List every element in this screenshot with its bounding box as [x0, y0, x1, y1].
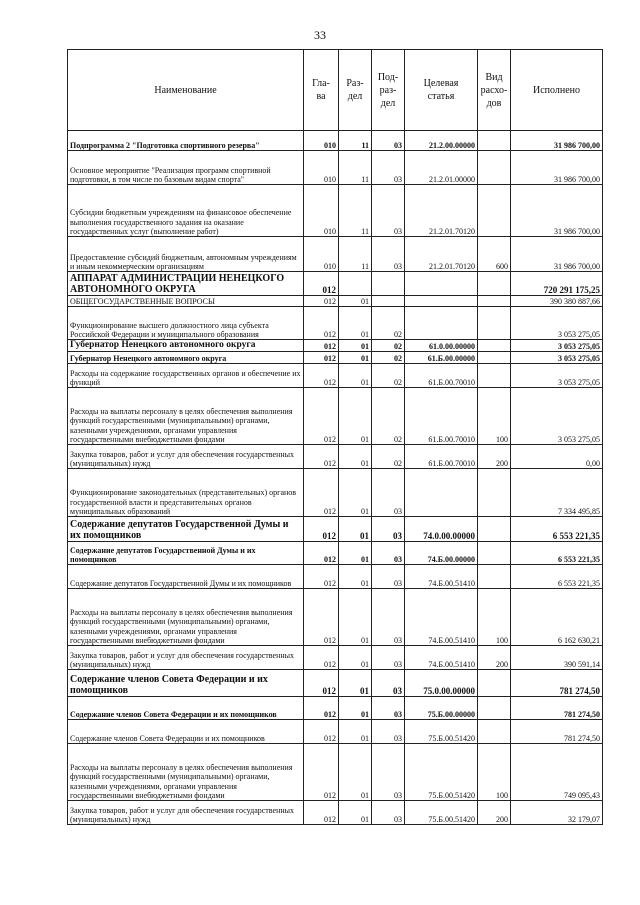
row-executed: 3 053 275,05: [511, 364, 603, 388]
row-glava: 012: [304, 272, 339, 296]
row-name: Основное мероприятие "Реализация программ спортивной подготовки, в том числе по базовым видам спорта": [68, 151, 304, 185]
row-expense-type: [478, 296, 511, 307]
row-podrazdel: 03: [372, 151, 405, 185]
row-expense-type: [478, 542, 511, 565]
row-expense-type: [478, 720, 511, 744]
row-podrazdel: 02: [372, 307, 405, 340]
row-razdel: 01: [339, 670, 372, 697]
row-expense-type: [478, 131, 511, 151]
row-target-article: [405, 307, 478, 340]
row-glava: 010: [304, 185, 339, 237]
row-executed: 32 179,07: [511, 801, 603, 825]
row-razdel: [339, 272, 372, 296]
row-target-article: 74.0.00.00000: [405, 517, 478, 542]
row-razdel: 01: [339, 542, 372, 565]
row-executed: 749 095,43: [511, 744, 603, 801]
row-name: Закупка товаров, работ и услуг для обеспечения государственных (муниципальных) нужд: [68, 801, 304, 825]
row-name: Расходы на выплаты персоналу в целях обеспечения выполнения функций государственными (муниципальными) органами, казенными учреждениями, органами управления государственными внебюджетными фондами: [68, 744, 304, 801]
row-name: Функционирование законодательных (представительных) органов государственной власти и представительных органов муниципальных образований: [68, 469, 304, 517]
row-glava: 012: [304, 445, 339, 469]
row-razdel: 01: [339, 720, 372, 744]
row-executed: 31 986 700,00: [511, 185, 603, 237]
row-target-article: [405, 272, 478, 296]
table-row: [68, 388, 603, 445]
column-header-glava: Гла- ва: [304, 50, 339, 131]
row-podrazdel: 03: [372, 801, 405, 825]
row-expense-type: [478, 670, 511, 697]
row-razdel: 11: [339, 151, 372, 185]
row-executed: 7 334 495,85: [511, 469, 603, 517]
row-glava: 012: [304, 352, 339, 364]
row-name: Содержание депутатов Государственной Думы и их помощников: [68, 542, 304, 565]
row-target-article: 75.Б.00.51420: [405, 744, 478, 801]
row-target-article: 74.Б.00.00000: [405, 542, 478, 565]
row-expense-type: 100: [478, 589, 511, 646]
row-podrazdel: 03: [372, 131, 405, 151]
table-row: [68, 517, 603, 542]
row-target-article: 75.Б.00.51420: [405, 720, 478, 744]
row-razdel: 11: [339, 237, 372, 272]
row-podrazdel: 03: [372, 589, 405, 646]
row-target-article: 74.Б.00.51410: [405, 646, 478, 670]
row-expense-type: [478, 185, 511, 237]
row-glava: 012: [304, 670, 339, 697]
table-row: [68, 542, 603, 565]
row-podrazdel: 03: [372, 469, 405, 517]
row-executed: 6 553 221,35: [511, 517, 603, 542]
row-name: ОБЩЕГОСУДАРСТВЕННЫЕ ВОПРОСЫ: [68, 296, 304, 307]
column-header-executed: Исполнено: [511, 50, 603, 131]
column-header-razdel: Раз- дел: [339, 50, 372, 131]
row-razdel: 01: [339, 307, 372, 340]
row-razdel: 01: [339, 296, 372, 307]
row-podrazdel: 03: [372, 744, 405, 801]
row-target-article: 75.Б.00.51420: [405, 801, 478, 825]
row-target-article: 61.0.00.00000: [405, 340, 478, 352]
table-row: [68, 237, 603, 272]
row-executed: 6 162 630,21: [511, 589, 603, 646]
row-target-article: 61.Б.00.70010: [405, 364, 478, 388]
row-expense-type: [478, 307, 511, 340]
row-target-article: 21.2.01.70120: [405, 237, 478, 272]
row-target-article: 21.2.01.00000: [405, 151, 478, 185]
row-glava: 012: [304, 542, 339, 565]
row-name: Губернатор Ненецкого автономного округа: [68, 352, 304, 364]
table-row: [68, 272, 603, 296]
row-podrazdel: 03: [372, 646, 405, 670]
table-row: [68, 445, 603, 469]
row-glava: 012: [304, 364, 339, 388]
row-glava: 012: [304, 469, 339, 517]
row-razdel: 01: [339, 517, 372, 542]
row-podrazdel: 03: [372, 185, 405, 237]
row-executed: 0,00: [511, 445, 603, 469]
table-row: [68, 307, 603, 340]
row-name: Расходы на содержание государственных органов и обеспечение их функций: [68, 364, 304, 388]
table-row: [68, 185, 603, 237]
row-podrazdel: 03: [372, 517, 405, 542]
row-executed: 31 986 700,00: [511, 237, 603, 272]
row-razdel: 11: [339, 185, 372, 237]
row-glava: 010: [304, 151, 339, 185]
row-name: Расходы на выплаты персоналу в целях обеспечения выполнения функций государственными (муниципальными) органами, казенными учреждениями, органами управления государственными внебюджетными фондами: [68, 388, 304, 445]
row-podrazdel: 03: [372, 720, 405, 744]
row-name: Содержание членов Совета Федерации и их помощников: [68, 697, 304, 720]
row-executed: 31 986 700,00: [511, 131, 603, 151]
row-razdel: 01: [339, 697, 372, 720]
row-expense-type: 100: [478, 744, 511, 801]
table-body: [68, 131, 603, 825]
row-expense-type: [478, 151, 511, 185]
row-glava: 012: [304, 517, 339, 542]
row-expense-type: [478, 697, 511, 720]
column-header-podrazdel: Под- раз- дел: [372, 50, 405, 131]
row-name: Закупка товаров, работ и услуг для обеспечения государственных (муниципальных) нужд: [68, 646, 304, 670]
table-row: [68, 565, 603, 589]
row-expense-type: [478, 469, 511, 517]
column-header-target-article: Целевая статья: [405, 50, 478, 131]
row-executed: 3 053 275,05: [511, 388, 603, 445]
row-glava: 012: [304, 697, 339, 720]
table-row: [68, 589, 603, 646]
row-target-article: 61.Б.00.70010: [405, 388, 478, 445]
table-row: [68, 340, 603, 352]
row-expense-type: 200: [478, 445, 511, 469]
row-expense-type: [478, 340, 511, 352]
row-podrazdel: 02: [372, 352, 405, 364]
row-podrazdel: 03: [372, 237, 405, 272]
row-razdel: 01: [339, 445, 372, 469]
row-executed: 390 591,14: [511, 646, 603, 670]
row-name: Субсидии бюджетным учреждениям на финансовое обеспечение выполнения государственного задания на оказание государственных услуг (выполнение работ): [68, 185, 304, 237]
page-number: 33: [314, 28, 326, 42]
row-executed: 6 553 221,35: [511, 565, 603, 589]
row-expense-type: 100: [478, 388, 511, 445]
row-glava: 012: [304, 744, 339, 801]
row-expense-type: [478, 272, 511, 296]
row-glava: 012: [304, 589, 339, 646]
row-razdel: 01: [339, 364, 372, 388]
budget-table: [67, 49, 603, 825]
row-target-article: 21.2.00.00000: [405, 131, 478, 151]
row-name: Закупка товаров, работ и услуг для обеспечения государственных (муниципальных) нужд: [68, 445, 304, 469]
row-target-article: 61.Б.00.70010: [405, 445, 478, 469]
row-name: Расходы на выплаты персоналу в целях обеспечения выполнения функций государственными (муниципальными) органами, казенными учреждениями, органами управления государственными внебюджетными фондами: [68, 589, 304, 646]
row-executed: 3 053 275,05: [511, 352, 603, 364]
row-target-article: 75.Б.00.00000: [405, 697, 478, 720]
row-podrazdel: 03: [372, 565, 405, 589]
row-razdel: 01: [339, 589, 372, 646]
table-row: [68, 364, 603, 388]
row-target-article: [405, 296, 478, 307]
table-row: [68, 469, 603, 517]
row-name: Содержание членов Совета Федерации и их помощников: [68, 720, 304, 744]
row-executed: 781 274,50: [511, 697, 603, 720]
row-expense-type: [478, 352, 511, 364]
table-header-row: [68, 50, 603, 131]
row-executed: 6 553 221,35: [511, 542, 603, 565]
table-row: [68, 801, 603, 825]
row-name: Содержание депутатов Государственной Думы и их помощников: [68, 517, 304, 542]
row-glava: 012: [304, 801, 339, 825]
row-podrazdel: [372, 296, 405, 307]
row-executed: 390 380 887,66: [511, 296, 603, 307]
row-razdel: 01: [339, 744, 372, 801]
row-glava: 012: [304, 388, 339, 445]
row-target-article: 61.Б.00.00000: [405, 352, 478, 364]
row-expense-type: 200: [478, 801, 511, 825]
row-expense-type: 600: [478, 237, 511, 272]
row-podrazdel: 03: [372, 670, 405, 697]
table-row: [68, 670, 603, 697]
row-name: Функционирование высшего должностного лица субъекта Российской Федерации и муниципального образования: [68, 307, 304, 340]
row-razdel: 01: [339, 340, 372, 352]
row-razdel: 01: [339, 388, 372, 445]
row-executed: 781 274,50: [511, 670, 603, 697]
row-name: Содержание депутатов Государственной Думы и их помощников: [68, 565, 304, 589]
row-name: Губернатор Ненецкого автономного округа: [68, 340, 304, 352]
table-row: [68, 352, 603, 364]
row-glava: 012: [304, 565, 339, 589]
table-row: [68, 744, 603, 801]
row-glava: 010: [304, 131, 339, 151]
row-expense-type: 200: [478, 646, 511, 670]
row-executed: 31 986 700,00: [511, 151, 603, 185]
row-podrazdel: [372, 272, 405, 296]
row-target-article: [405, 469, 478, 517]
row-razdel: 01: [339, 352, 372, 364]
table-row: [68, 697, 603, 720]
table-row: [68, 646, 603, 670]
row-expense-type: [478, 565, 511, 589]
row-glava: 012: [304, 720, 339, 744]
table-row: [68, 720, 603, 744]
table-row: [68, 131, 603, 151]
row-name: Предоставление субсидий бюджетным, автономным учреждениям и иным некоммерческим организациям: [68, 237, 304, 272]
row-expense-type: [478, 517, 511, 542]
row-podrazdel: 02: [372, 445, 405, 469]
column-header-name: Наименование: [68, 50, 304, 131]
table-row: [68, 296, 603, 307]
row-razdel: 01: [339, 469, 372, 517]
row-target-article: 21.2.01.70120: [405, 185, 478, 237]
column-header-expense-type: Вид расхо- дов: [478, 50, 511, 131]
row-executed: 3 053 275,05: [511, 307, 603, 340]
row-glava: 012: [304, 340, 339, 352]
row-podrazdel: 02: [372, 340, 405, 352]
row-razdel: 01: [339, 565, 372, 589]
table-row: [68, 151, 603, 185]
row-expense-type: [478, 364, 511, 388]
row-executed: 720 291 175,25: [511, 272, 603, 296]
row-glava: 012: [304, 646, 339, 670]
row-name: Содержание членов Совета Федерации и их помощников: [68, 670, 304, 697]
row-podrazdel: 02: [372, 388, 405, 445]
row-name: АППАРАТ АДМИНИСТРАЦИИ НЕНЕЦКОГО АВТОНОМНОГО ОКРУГА: [68, 272, 304, 296]
row-podrazdel: 03: [372, 542, 405, 565]
row-name: Подпрограмма 2 "Подготовка спортивного резерва": [68, 131, 304, 151]
row-glava: 012: [304, 296, 339, 307]
row-razdel: 11: [339, 131, 372, 151]
row-razdel: 01: [339, 801, 372, 825]
row-glava: 012: [304, 307, 339, 340]
row-executed: 3 053 275,05: [511, 340, 603, 352]
row-glava: 010: [304, 237, 339, 272]
row-target-article: 74.Б.00.51410: [405, 565, 478, 589]
row-target-article: 75.0.00.00000: [405, 670, 478, 697]
row-razdel: 01: [339, 646, 372, 670]
row-executed: 781 274,50: [511, 720, 603, 744]
row-target-article: 74.Б.00.51410: [405, 589, 478, 646]
row-podrazdel: 02: [372, 364, 405, 388]
row-podrazdel: 03: [372, 697, 405, 720]
